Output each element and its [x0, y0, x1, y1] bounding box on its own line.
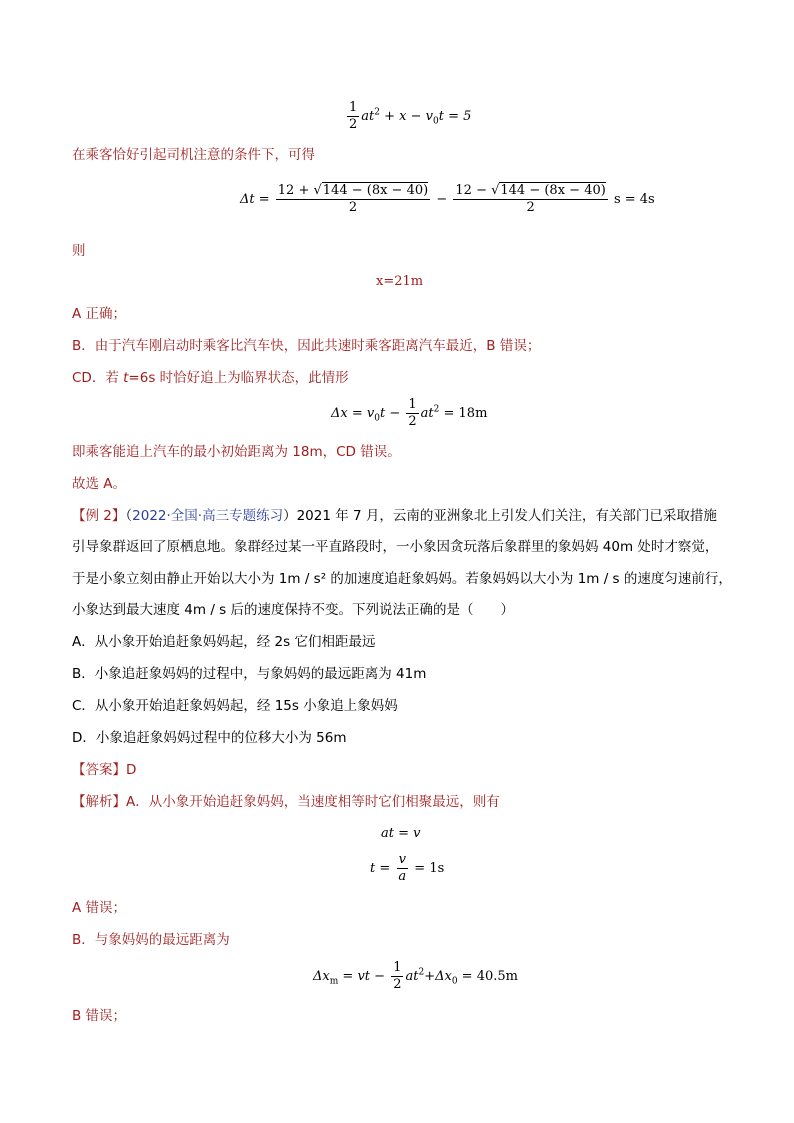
b-intro: B．与象妈妈的最远距离为: [72, 932, 230, 948]
fraction-1: $\frac{12 + √144 - (8x - 40)}{2}$: [277, 183, 429, 215]
option-c: C．从小象开始追赶象妈妈起，经 15s 小象追上象妈妈: [72, 698, 398, 714]
equation-2: Δt = $\frac{12 + √144 - (8x - 40)}{2}$ − $\frac{12 - √144 - (8x - 40)}{2}$ s = 4s: [240, 183, 655, 215]
equation-4: $\Delta x = v_0t$ − $\frac{1}{2}$ $at^2 = 18m$: [331, 397, 488, 429]
b-wrong: B 错误；: [72, 1008, 127, 1024]
equation-5: at = v: [381, 826, 421, 841]
answer: 【答案】D: [72, 762, 137, 778]
b-explanation: B．由于汽车刚启动时乘客比汽车快，因此共速时乘客距离汽车最近，B 错误；: [72, 338, 541, 354]
analysis-line: 【解析】A．从小象开始追赶象妈妈，当速度相等时它们相聚最远，则有: [72, 794, 500, 810]
then-text: 则: [72, 243, 86, 259]
option-d: D．小象追赶象妈妈过程中的位移大小为 56m: [72, 730, 347, 746]
cd-explanation: CD．若 t=6s 时恰好追上为临界状态，此情形: [72, 370, 349, 386]
choose-a: 故选 A。: [72, 476, 127, 492]
option-a: A．从小象开始追赶象妈妈起，经 2s 它们相距最远: [72, 634, 376, 650]
fraction-half: $\frac{1}{2}$: [408, 397, 417, 429]
example-2-line-4: 小象达到最大速度 4m / s 后的速度保持不变。下列说法正确的是（ ）: [72, 602, 514, 618]
equation-1: $\frac{1}{2}$ $at^2 + x - v_0t = 5$: [349, 100, 472, 132]
condition-text: 在乘客恰好引起司机注意的条件下，可得: [72, 147, 315, 163]
fraction-half: $\frac{1}{2}$: [349, 100, 358, 132]
fraction-2: $\frac{12 - √144 - (8x - 40)}{2}$: [455, 183, 606, 215]
example-2-line-1: 【例 2】（2022·全国·高三专题练习）2021 年 7 月，云南的亚洲象北上引发人们关注，有关部门已采取措施: [72, 508, 717, 524]
min-distance-text: 即乘客能追上汽车的最小初始距离为 18m，CD 错误。: [72, 444, 401, 460]
example-2-line-2: 引导象群返回了原栖息地。象群经过某一平直路段时，一小象因贪玩落后象群里的象妈妈 40m 处时才察觉，: [72, 539, 719, 555]
option-b: B．小象追赶象妈妈的过程中，与象妈妈的最远距离为 41m: [72, 666, 427, 682]
equation-7: $\Delta x_m$ = vt − $\frac{1}{2}$ $at^2+\Delta x_0 = 40.5m$: [313, 960, 518, 992]
equation-3: x=21m: [376, 274, 424, 289]
source-link[interactable]: 2022·全国·高三专题练习: [132, 508, 284, 524]
equation-6: t = $\frac{v}{a}$ = 1s: [370, 852, 445, 884]
example-2-line-3: 于是小象立刻由静止开始以大小为 1m / s² 的加速度追赶象妈妈。若象妈妈以大小为 1m / s 的速度匀速前行，: [72, 571, 732, 587]
a-wrong: A 错误；: [72, 900, 127, 916]
fraction-v-a: $\frac{v}{a}$: [398, 852, 407, 884]
example-tag: 【例 2】: [72, 508, 126, 524]
a-correct: A 正确；: [72, 306, 127, 322]
fraction-half: $\frac{1}{2}$: [393, 960, 402, 992]
